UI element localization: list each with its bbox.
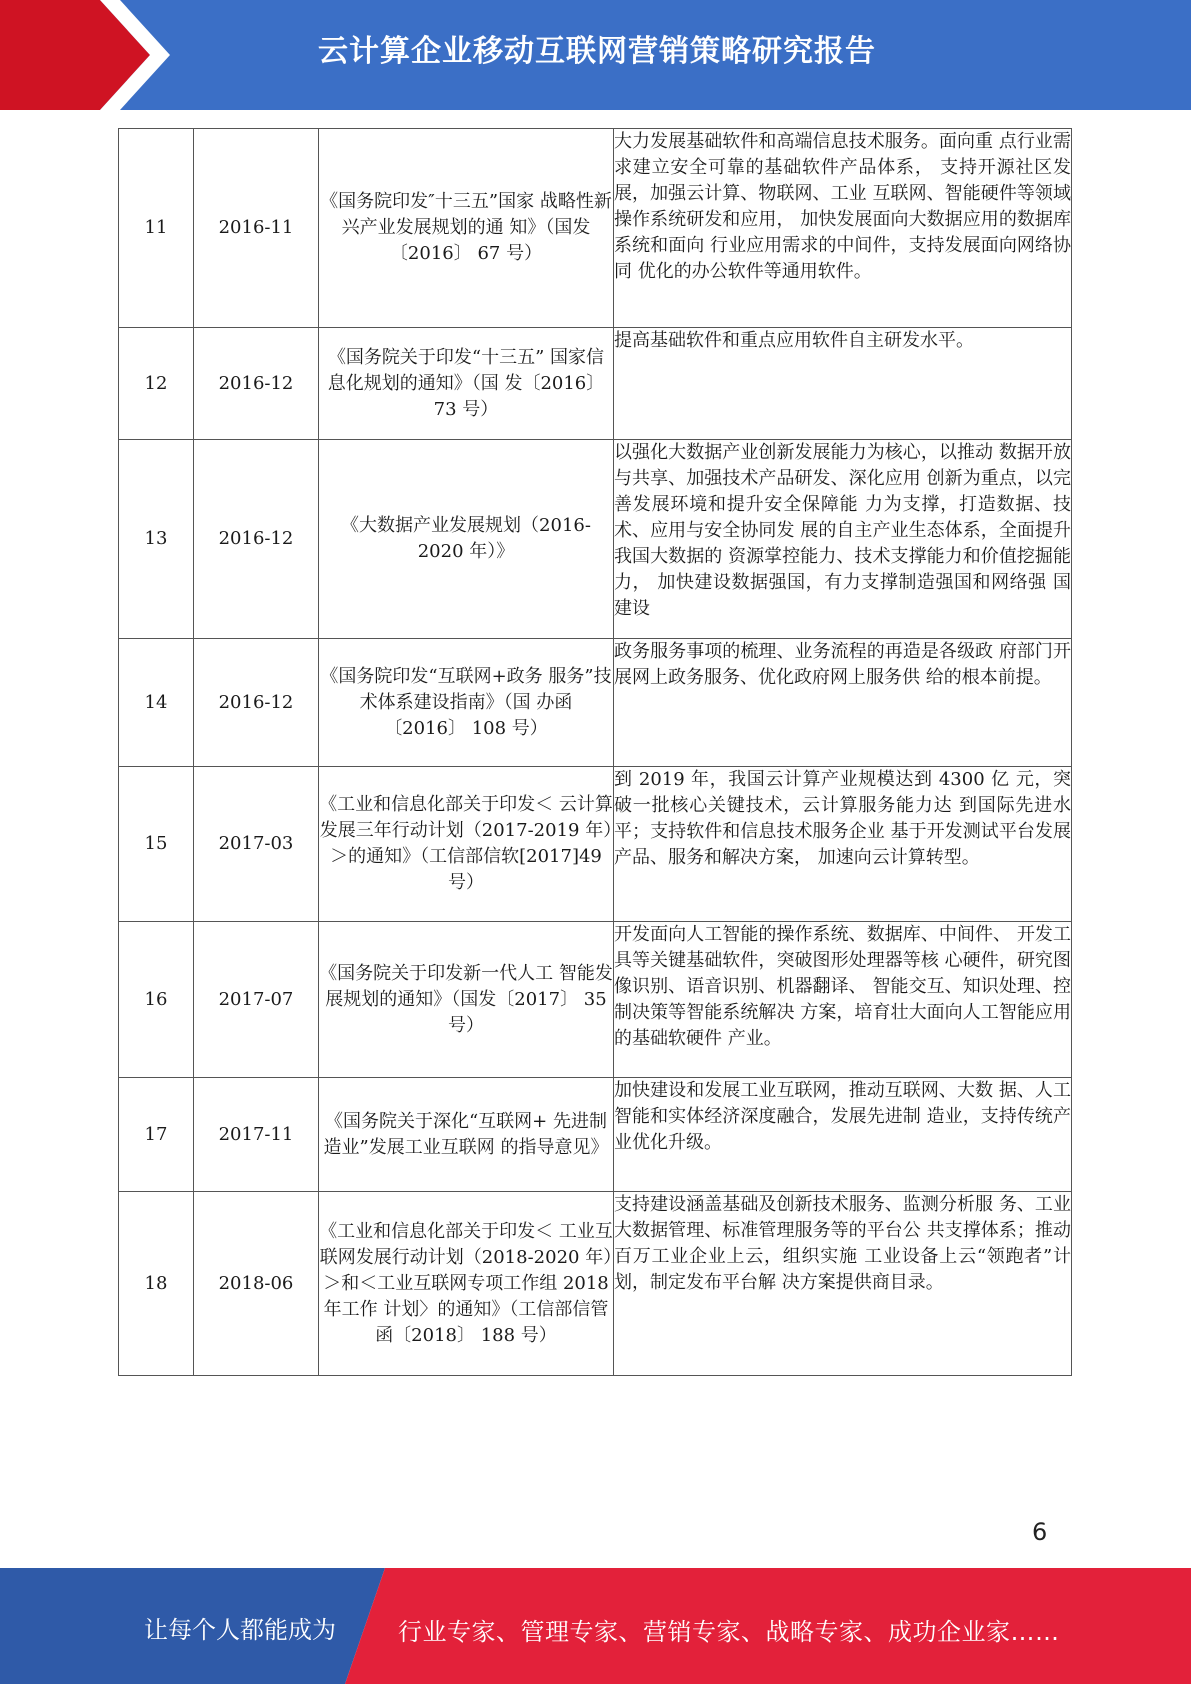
row-document-title: 《国务院印发″十三五”国家 战略性新兴产业发展规划的通 知》（国发〔2016〕 67 号） <box>319 129 614 328</box>
footer-slogan-right: 行业专家、管理专家、营销专家、战略专家、成功企业家…… <box>398 1618 1060 1646</box>
row-content: 提高基础软件和重点应用软件自主研发水平。 <box>614 328 1072 440</box>
row-document-title: 《工业和信息化部关于印发＜ 云计算发展三年行动计划（2017-2019 年）＞的通知》（工信部信软[2017]49 号） <box>319 767 614 922</box>
row-content: 政务服务事项的梳理、业务流程的再造是各级政 府部门开展网上政务服务、优化政府网上服务供 给的根本前提。 <box>614 639 1072 767</box>
row-document-title: 《大数据产业发展规划（2016-2020 年）》 <box>319 440 614 639</box>
row-date: 2017-07 <box>194 922 319 1078</box>
row-number: 11 <box>119 129 194 328</box>
row-content: 到 2019 年，我国云计算产业规模达到 4300 亿 元，突破一批核心关键技术，云计算服务能力达 到国际先进水平；支持软件和信息技术服务企业 基于开发测试平台发展产品、服务和解决方案， 加速向云计算转型。 <box>614 767 1072 922</box>
row-date: 2016-12 <box>194 328 319 440</box>
table-row <box>119 1078 1072 1192</box>
report-title: 云计算企业移动互联网营销策略研究报告 <box>318 34 876 69</box>
table-row <box>119 1192 1072 1376</box>
page-footer <box>0 1568 1191 1684</box>
row-date: 2017-03 <box>194 767 319 922</box>
row-document-title: 《工业和信息化部关于印发＜ 工业互联网发展行动计划（2018-2020 年）＞和＜工业互联网专项工作组 2018 年工作 计划〉的通知》（工信部信管函〔2018〕 188 号） <box>319 1192 614 1376</box>
row-number: 14 <box>119 639 194 767</box>
row-number: 15 <box>119 767 194 922</box>
row-content: 加快建设和发展工业互联网，推动互联网、大数 据、人工智能和实体经济深度融合，发展先进制 造业，支持传统产业优化升级。 <box>614 1078 1072 1192</box>
table-row <box>119 129 1072 328</box>
row-document-title: 《国务院关于印发“十三五” 国家信息化规划的通知》（国 发〔2016〕 73 号） <box>319 328 614 440</box>
row-document-title: 《国务院印发“互联网+政务 服务”技术体系建设指南》（国 办函〔2016〕 108 号） <box>319 639 614 767</box>
row-date: 2016-12 <box>194 440 319 639</box>
row-content: 开发面向人工智能的操作系统、数据库、中间件、 开发工具等关键基础软件，突破图形处理器等核 心硬件，研究图像识别、语音识别、机器翻译、 智能交互、知识处理、控制决策等智能系统解决 方案，培育壮大面向人工智能应用的基础软硬件 产业。 <box>614 922 1072 1078</box>
table-row <box>119 440 1072 639</box>
footer-slogan-left: 让每个人都能成为 <box>144 1616 336 1644</box>
row-content: 以强化大数据产业创新发展能力为核心，以推动 数据开放与共享、加强技术产品研发、深化应用 创新为重点，以完善发展环境和提升安全保障能 力为支撑，打造数据、技术、应用与安全协同发 展的自主产业生态体系，全面提升我国大数据的 资源掌控能力、技术支撑能力和价值挖掘能力， 加快建设数据强国，有力支撑制造强国和网络强 国建设 <box>614 440 1072 639</box>
row-number: 18 <box>119 1192 194 1376</box>
row-document-title: 《国务院关于深化“互联网+ 先进制造业”发展工业互联网 的指导意见》 <box>319 1078 614 1192</box>
table-row <box>119 922 1072 1078</box>
page-number: 6 <box>1032 1518 1048 1546</box>
row-date: 2017-11 <box>194 1078 319 1192</box>
row-number: 13 <box>119 440 194 639</box>
row-date: 2018-06 <box>194 1192 319 1376</box>
row-date: 2016-11 <box>194 129 319 328</box>
table-row <box>119 767 1072 922</box>
row-number: 12 <box>119 328 194 440</box>
row-document-title: 《国务院关于印发新一代人工 智能发展规划的通知》（国发〔2017〕 35 号） <box>319 922 614 1078</box>
table-row <box>119 328 1072 440</box>
page-header <box>0 0 1191 110</box>
row-content: 大力发展基础软件和高端信息技术服务。面向重 点行业需求建立安全可靠的基础软件产品体系， 支持开源社区发展，加强云计算、物联网、工业 互联网、智能硬件等领域操作系统研发和应用， 加快发展面向大数据应用的数据库系统和面向 行业应用需求的中间件，支持发展面向网络协同 优化的办公软件等通用软件。 <box>614 129 1072 328</box>
row-content: 支持建设涵盖基础及创新技术服务、监测分析服 务、工业大数据管理、标准管理服务等的平台公 共支撑体系；推动百万工业企业上云，组织实施 工业设备上云“领跑者”计划，制定发布平台解 决方案提供商目录。 <box>614 1192 1072 1376</box>
row-date: 2016-12 <box>194 639 319 767</box>
row-number: 16 <box>119 922 194 1078</box>
table-row <box>119 639 1072 767</box>
policy-table <box>118 128 1072 1376</box>
row-number: 17 <box>119 1078 194 1192</box>
